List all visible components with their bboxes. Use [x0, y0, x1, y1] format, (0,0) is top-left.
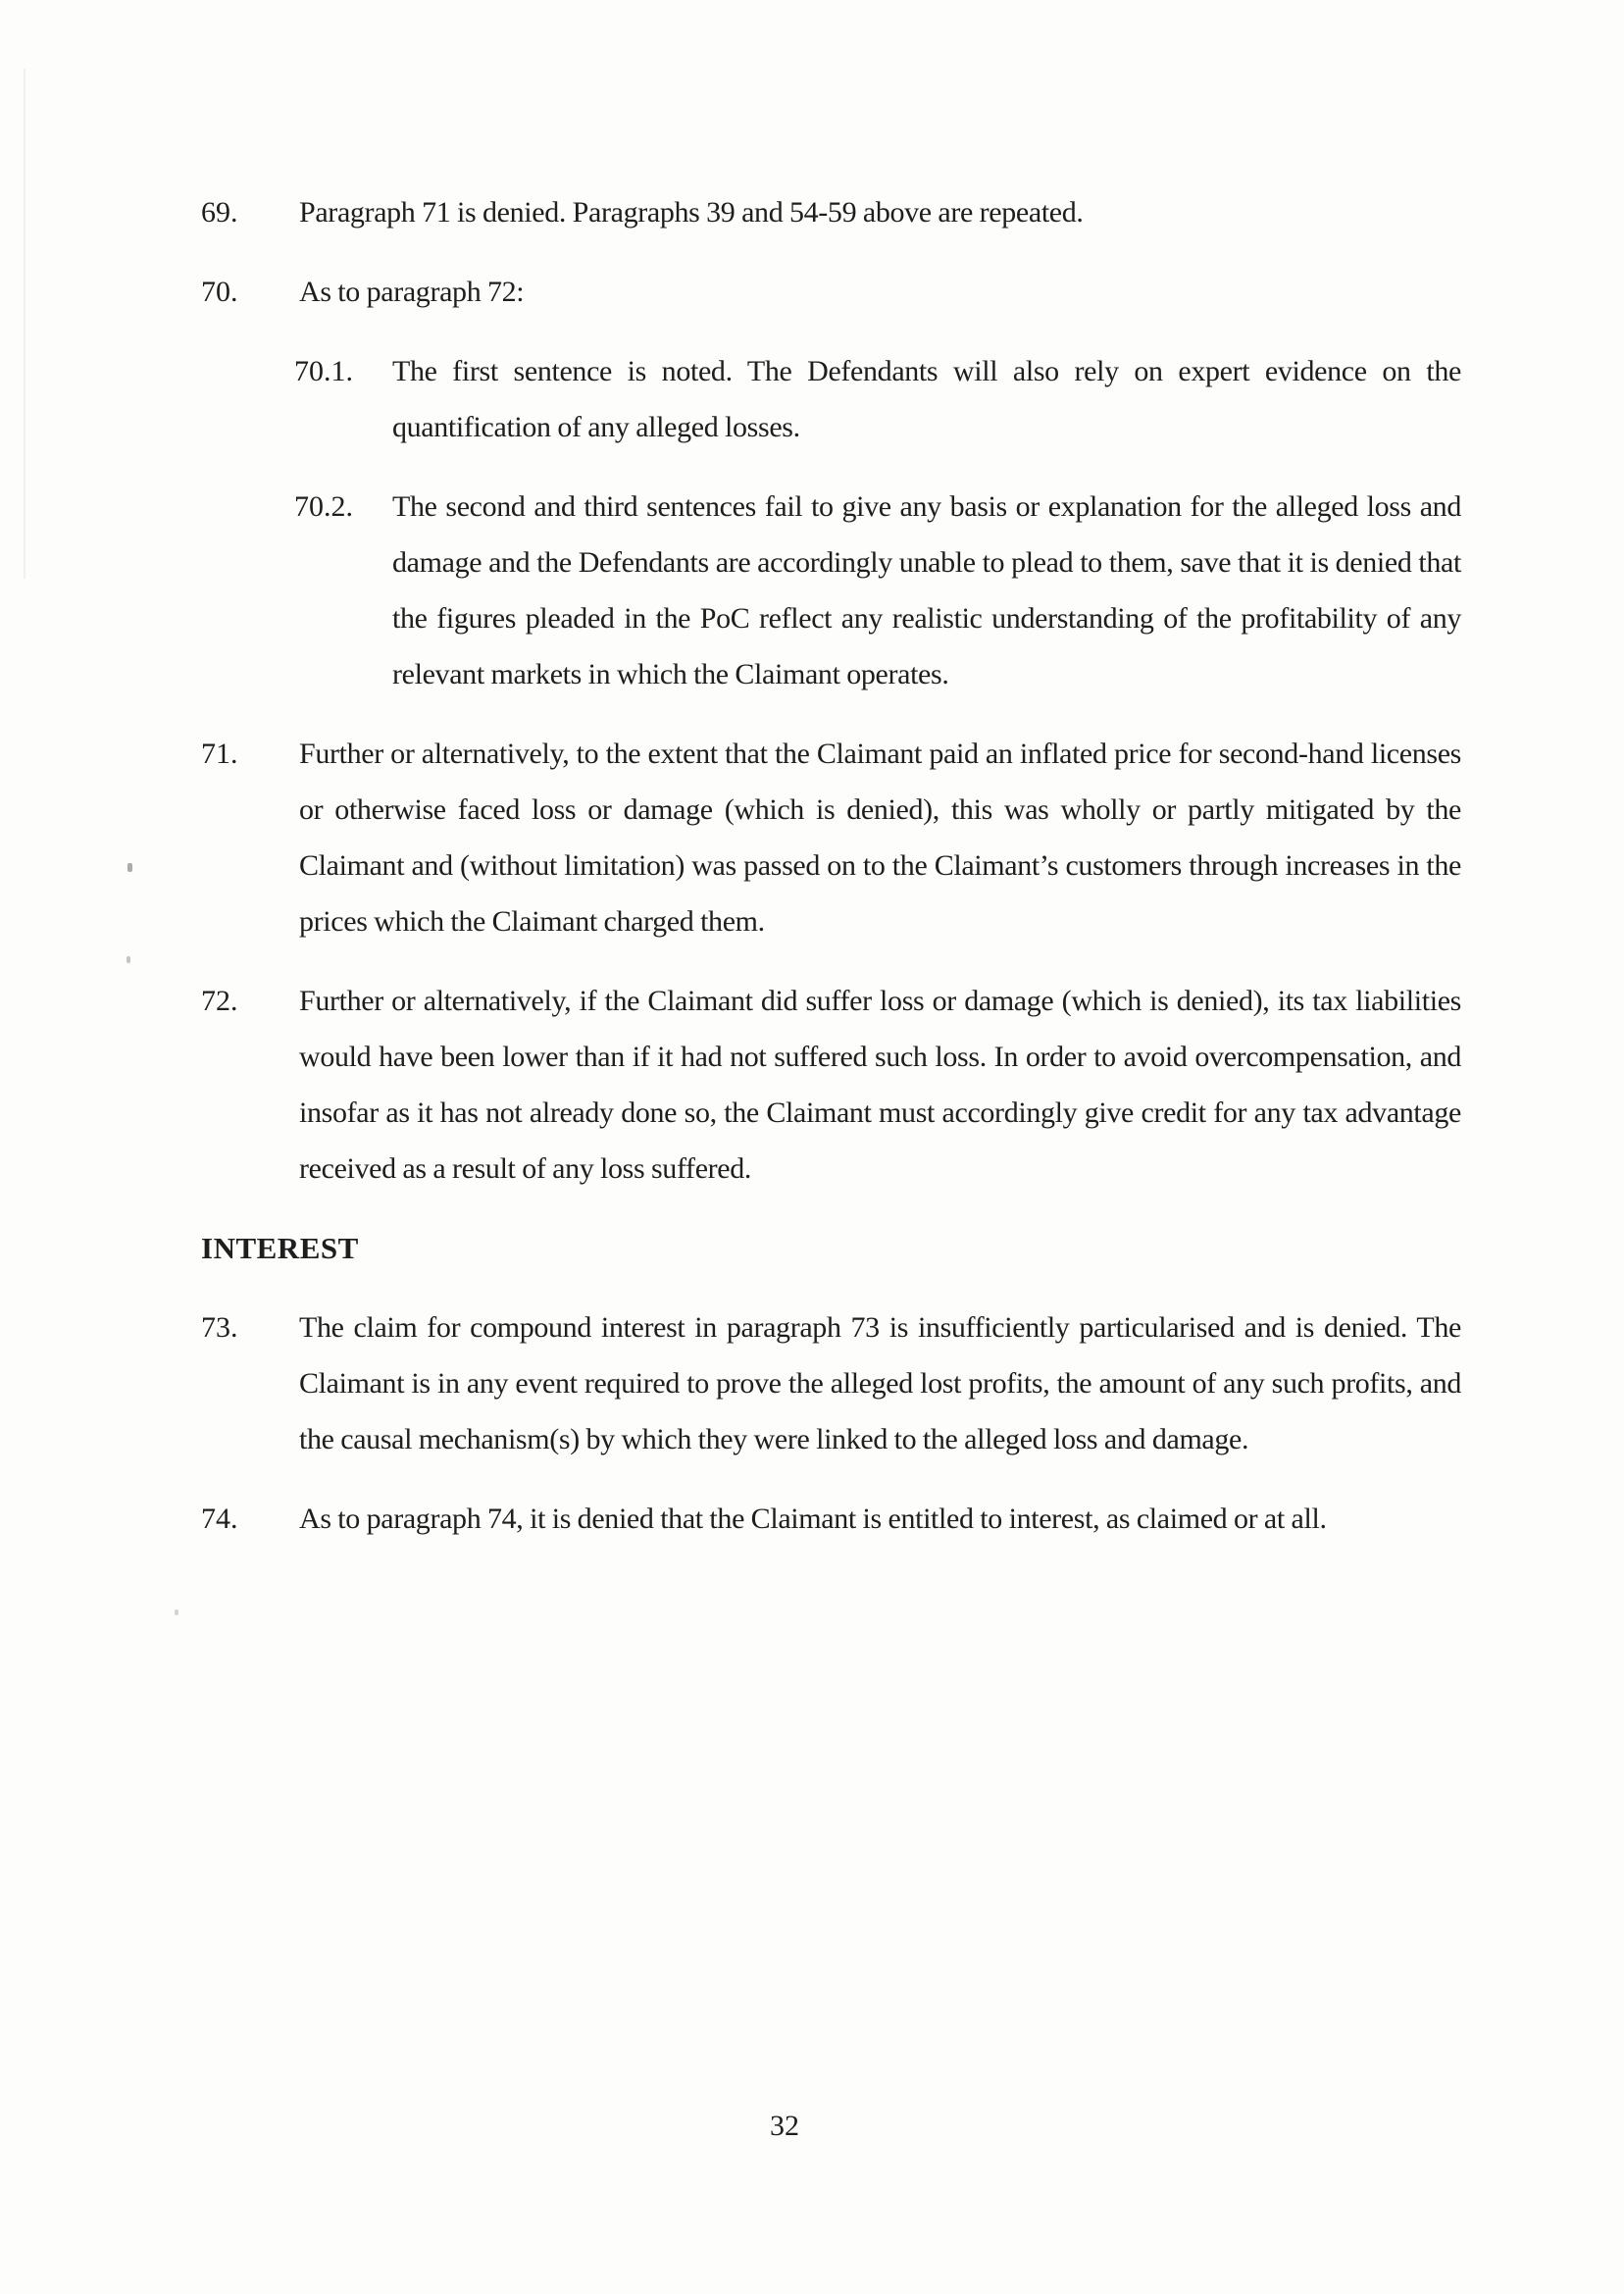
scan-artifact-speck: [127, 956, 130, 963]
scan-artifact-streak: [24, 69, 25, 579]
paragraph-73-number: 73.: [201, 1311, 238, 1344]
paragraph-70-2: [294, 479, 1461, 702]
paragraph-70-1-number: 70.1.: [294, 355, 353, 387]
page-footer: [0, 2098, 1569, 2154]
paragraph-73: [201, 1300, 1461, 1467]
paragraph-71: [201, 726, 1461, 949]
paragraph-74: [201, 1491, 1461, 1547]
section-heading-interest: INTEREST: [201, 1231, 359, 1265]
paragraph-70-number: 70.: [201, 276, 238, 308]
paragraph-69-number: 69.: [201, 196, 238, 229]
paragraph-74-number: 74.: [201, 1503, 238, 1535]
paragraph-70-1: [294, 343, 1461, 455]
paragraph-72-text: Further or alternatively, if the Claimant did suffer loss or damage (which is denied), its tax liabilities would have been lower than if it had not suffered such loss. In order to avoid overcompensation, and insofar as it has not already done so, the Claimant must accordingly give credit for any tax advantage received as a result of any loss suffered.: [299, 985, 1461, 1185]
paragraph-72: [201, 973, 1461, 1197]
scan-artifact-speck: [175, 1609, 178, 1615]
paragraph-74-text: As to paragraph 74, it is denied that the Claimant is entitled to interest, as claimed or at all.: [299, 1503, 1327, 1535]
page-number: 32: [770, 2110, 799, 2142]
paragraph-70-2-text: The second and third sentences fail to give any basis or explanation for the alleged loss and damage and the Defendants are accordingly unable to plead to them, save that it is denied that the figures pleaded in the PoC reflect any realistic understanding of the profitability of any relevant markets in which the Claimant operates.: [392, 490, 1461, 690]
paragraph-69: [201, 184, 1461, 240]
paragraph-70: [201, 264, 1461, 320]
paragraph-70-text: As to paragraph 72:: [299, 276, 525, 308]
paragraph-72-number: 72.: [201, 985, 238, 1017]
paragraph-71-number: 71.: [201, 738, 238, 770]
paragraph-70-2-number: 70.2.: [294, 490, 353, 523]
paragraph-73-text: The claim for compound interest in paragraph 73 is insufficiently particularised and is denied. The Claimant is in any event required to prove the alleged lost profits, the amount of any such profits, and the causal mechanism(s) by which they were linked to the alleged loss and damage.: [299, 1311, 1461, 1455]
paragraph-71-text: Further or alternatively, to the extent that the Claimant paid an inflated price for second-hand licenses or otherwise faced loss or damage (which is denied), this was wholly or partly mitigated by the Claimant and (without limitation) was passed on to the Claimant’s customers through increases in the prices which the Claimant charged them.: [299, 738, 1461, 938]
document-body: [201, 184, 1461, 1570]
paragraph-70-1-text: The first sentence is noted. The Defendants will also rely on expert evidence on the quantification of any alleged losses.: [392, 355, 1461, 443]
scan-artifact-speck: [127, 863, 132, 872]
paragraph-69-text: Paragraph 71 is denied. Paragraphs 39 and 54-59 above are repeated.: [299, 196, 1084, 229]
